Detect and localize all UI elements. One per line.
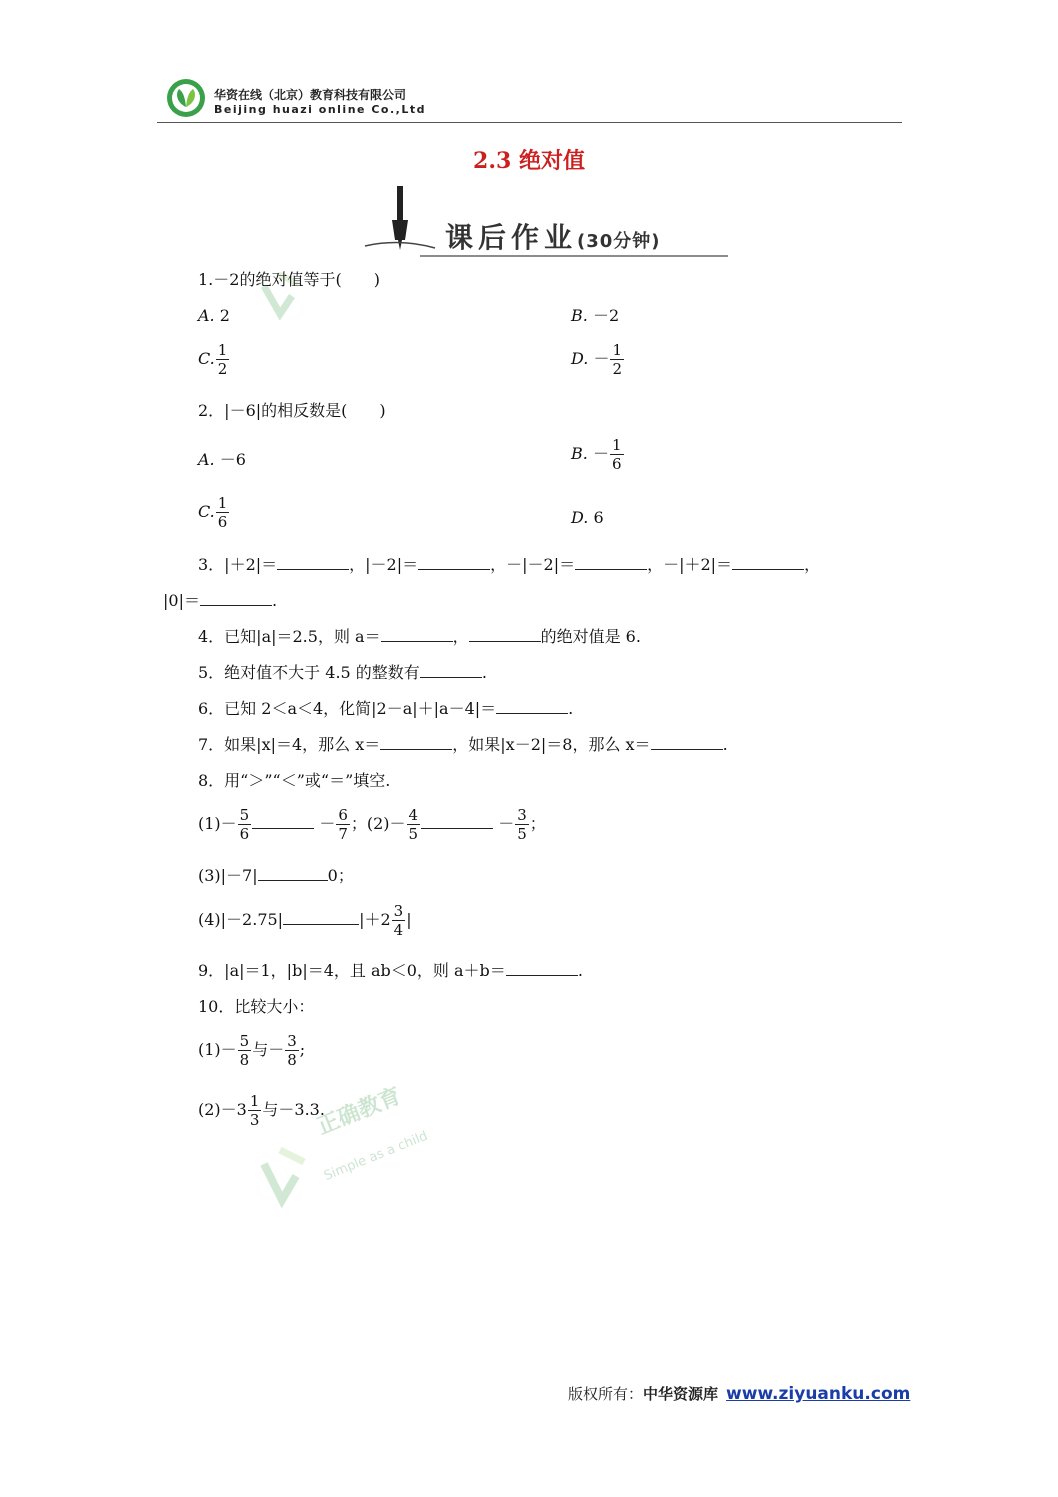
watermark-text-en: Simple as a child [322,1128,430,1184]
question-2-option-a: A. －6 [198,450,246,469]
page-title: 2.3 绝对值 [473,148,585,174]
question-3-line-2: |0|＝ . [163,591,278,610]
fraction: $\frac{3}{8}$ [287,1032,297,1069]
question-1-option-a: A. 2 [198,306,230,325]
fraction: $\frac{1}{2}$ [217,341,228,378]
question-8-stem: 8．用“＞”“＜”或“＝”填空. [198,771,391,790]
fraction: $\frac{3}{4}$ [393,902,404,939]
banner-main: 课后作业 [445,221,578,254]
copyright-footer [568,1383,910,1404]
header-divider [157,122,902,123]
question-2-option-b: B. － $\frac{1}{6}$ [571,436,622,473]
company-name-cn: 华资在线（北京）教育科技有限公司 [214,88,407,102]
fraction: $\frac{4}{5}$ [408,806,419,843]
question-2-option-c: C. $\frac{1}{6}$ [198,494,228,531]
question-1-option-b: B. －2 [571,306,620,325]
question-1-stem: 1.－2的绝对值等于( ) [198,270,380,289]
question-7: 7．如果|x|＝4，那么 x＝ ，如果|x－2|＝8，那么 x＝ . [198,735,728,754]
fraction: $\frac{1}{6}$ [611,436,622,473]
fraction: $\frac{1}{6}$ [217,494,228,531]
question-10-stem: 10．比较大小： [198,997,315,1016]
fraction: $\frac{5}{6}$ [239,806,250,843]
homework-banner-title [445,216,661,256]
fraction: $\frac{1}{3}$ [249,1092,260,1129]
fraction: $\frac{5}{8}$ [239,1032,250,1069]
fraction: $\frac{1}{2}$ [612,341,622,378]
question-10-part-1: (1)－ $\frac{5}{8}$ 与－ $\frac{3}{8}$ ; [198,1032,306,1069]
fraction: $\frac{3}{5}$ [517,806,527,843]
question-8-part-1-2: (1)－ $\frac{5}{6}$ － $\frac{6}{7}$ ；(2)－ $\frac{4}{5}$ － $\frac{3}{5}$ ； [198,806,546,843]
question-3-line-1: 3．|＋2|＝ ，|－2|＝ ，－|－2|＝ ，－|＋2|＝ ， [198,555,821,574]
question-9: 9．|a|＝1，|b|＝4，且 ab＜0，则 a＋b＝ . [198,961,583,980]
question-10-part-2: (2)－3 $\frac{1}{3}$ 与－3.3. [198,1092,325,1129]
question-4: 4．已知|a|＝2.5，则 a＝ ， 的绝对值是 6. [198,627,641,646]
question-8-part-3: (3)|－7| 0； [198,866,354,885]
question-1-option-d: D. － $\frac{1}{2}$ [571,341,622,378]
copyright-brand: 中华资源库 [643,1385,719,1403]
banner-duration: (30分钟) [577,231,661,252]
question-1-option-c: C. $\frac{1}{2}$ [198,341,228,378]
copyright-label: 版权所有： [568,1385,644,1403]
question-2-stem: 2．|－6|的相反数是( ) [198,401,386,420]
fraction: $\frac{6}{7}$ [338,806,348,843]
company-name-en: Beijing huazi online Co.,Ltd [214,103,426,116]
question-8-part-4: (4)|－2.75| |＋2 $\frac{3}{4}$ | [198,902,412,939]
question-2-option-d: D. 6 [571,508,604,527]
watermark-text-cn: 正确教育 [313,1083,405,1140]
question-5: 5．绝对值不大于 4.5 的整数有 . [198,663,487,682]
company-logo-icon [165,77,207,119]
question-6: 6．已知 2＜a＜4，化简|2－a|＋|a－4|＝ . [198,699,574,718]
website-link[interactable]: www.ziyuanku.com [726,1384,911,1404]
